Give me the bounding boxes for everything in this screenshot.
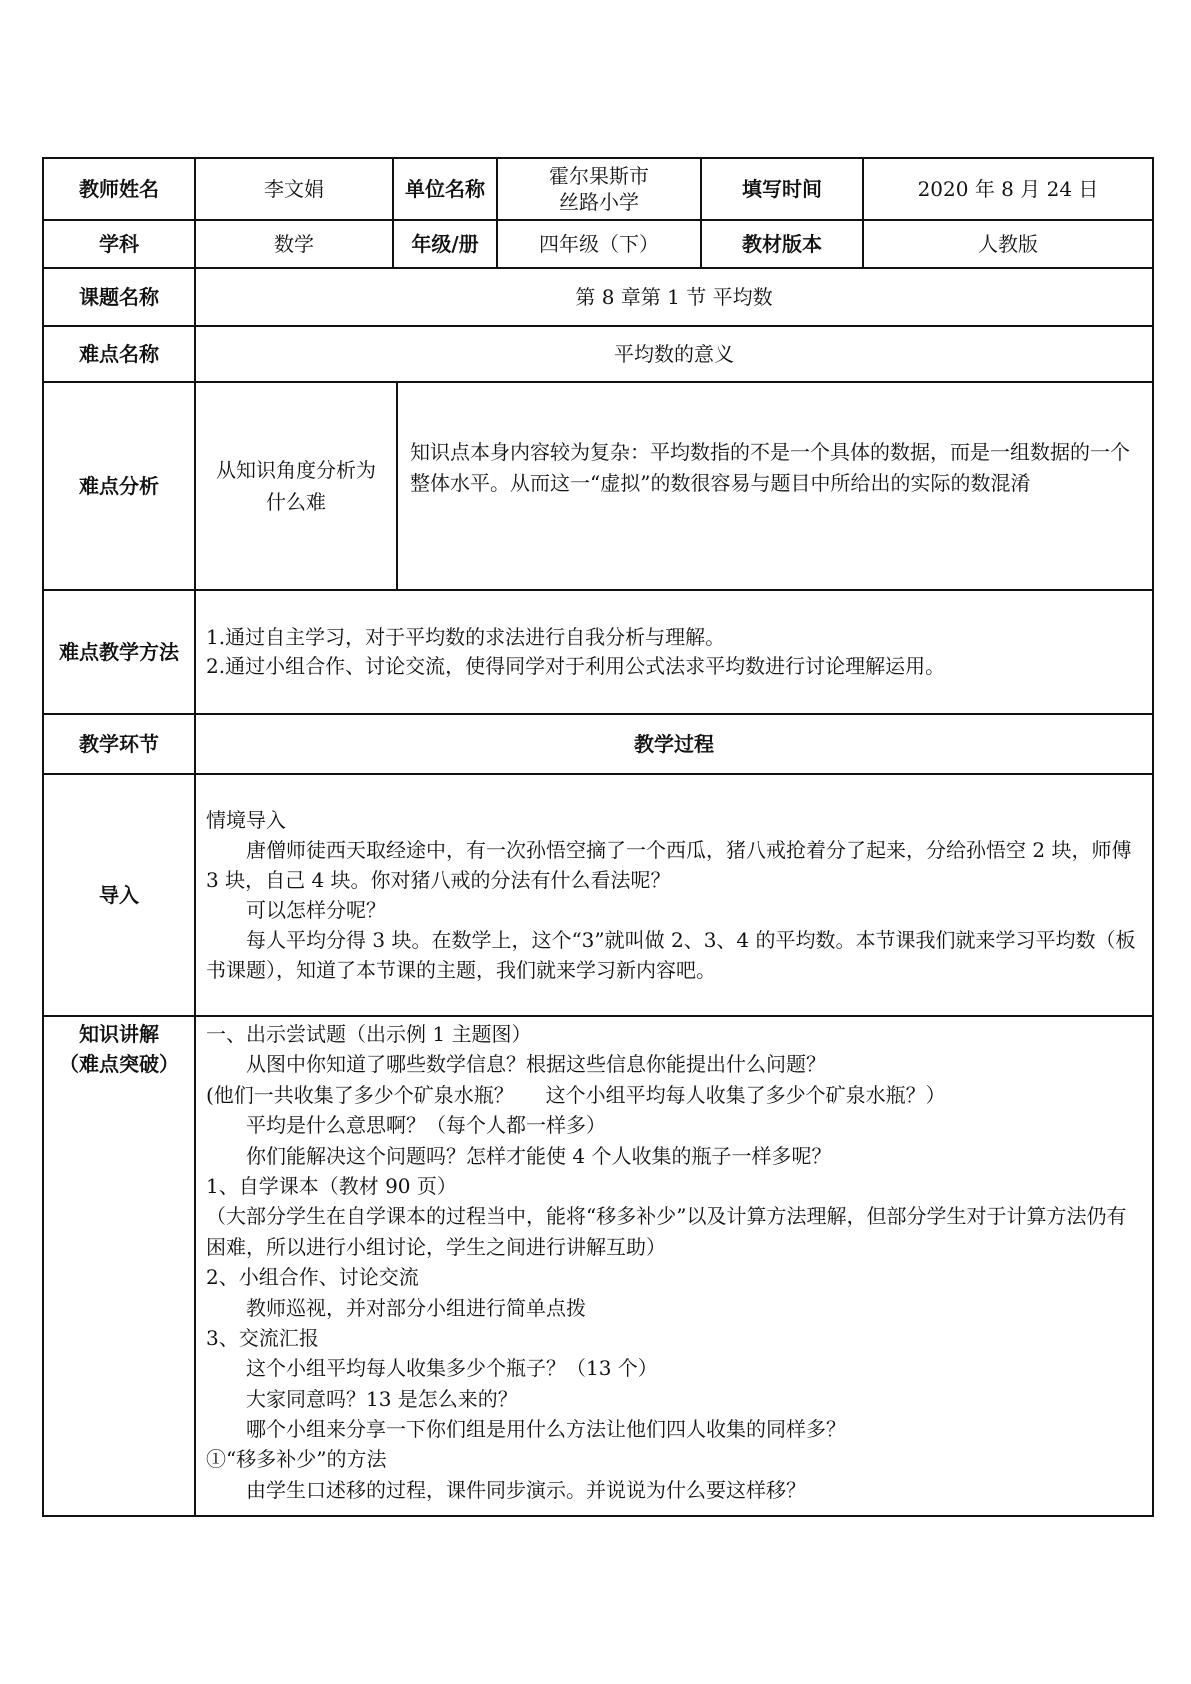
fill-date-label: 填写时间 <box>700 157 864 221</box>
teacher-name-value: 李文娟 <box>194 157 394 221</box>
intro-paragraph-3: 每人平均分得 3 块。在数学上，这个“3”就叫做 2、3、4 的平均数。本节课我们就来学习平均数（板书课题），知道了本节课的主题，我们就来学习新内容吧。 <box>206 928 1136 982</box>
subject-label: 学科 <box>42 219 196 269</box>
analysis-sub-label <box>194 381 398 591</box>
knowledge-label <box>42 1015 196 1517</box>
knowledge-line: 由学生口述移的过程，课件同步演示。并说说为什么要这样移？ <box>246 1477 806 1502</box>
method-body <box>194 589 1154 715</box>
analysis-text: 知识点本身内容较为复杂：平均数指的不是一个具体的数据，而是一组数据的一个整体水平。从而这一“虚拟”的数很容易与题目中所给出的实际的数混淆 <box>410 440 1130 495</box>
teaching-stage-label: 教学环节 <box>42 713 196 775</box>
analysis-sub-label-text: 从知识角度分析为什么难 <box>216 458 376 514</box>
method-label: 难点教学方法 <box>42 589 196 715</box>
subject-value: 数学 <box>194 219 394 269</box>
knowledge-label-line2: （难点突破） <box>59 1052 179 1076</box>
knowledge-line: 你们能解决这个问题吗？怎样才能使 4 个人收集的瓶子一样多呢？ <box>246 1143 832 1168</box>
knowledge-line: （大部分学生在自学课本的过程当中，能将“移多补少”以及计算方法理解，但部分学生对于计算方法仍有困难，所以进行小组讨论，学生之间进行讲解互助） <box>206 1204 1127 1259</box>
teaching-process-label: 教学过程 <box>194 713 1154 775</box>
knowledge-line: ①“移多补少”的方法 <box>206 1447 387 1472</box>
knowledge-line: 大家同意吗？13 是怎么来的？ <box>246 1386 518 1411</box>
knowledge-line: 从图中你知道了哪些数学信息？根据这些信息你能提出什么问题？ <box>246 1052 826 1077</box>
knowledge-line: 教师巡视，并对部分小组进行简单点拨 <box>246 1295 586 1320</box>
knowledge-line: 1、自学课本（教材 90 页） <box>206 1173 457 1198</box>
grade-value: 四年级（下） <box>496 219 702 269</box>
teacher-name-label: 教师姓名 <box>42 157 196 221</box>
knowledge-label-line1: 知识讲解 <box>79 1022 159 1046</box>
difficulty-value: 平均数的意义 <box>194 325 1154 383</box>
knowledge-body <box>194 1015 1154 1517</box>
topic-value: 第 8 章第 1 节 平均数 <box>194 267 1154 327</box>
textbook-edition-value: 人教版 <box>862 219 1154 269</box>
knowledge-line: 哪个小组来分享一下你们组是用什么方法让他们四人收集的同样多？ <box>246 1417 846 1442</box>
fill-date-value: 2020 年 8 月 24 日 <box>862 157 1154 221</box>
textbook-edition-label: 教材版本 <box>700 219 864 269</box>
knowledge-line: 这个小组平均每人收集多少个瓶子？（13 个） <box>246 1356 658 1381</box>
method-line-2: 2.通过小组合作、讨论交流，使得同学对于利用公式法求平均数进行讨论理解运用。 <box>206 654 946 678</box>
analysis-text-cell <box>396 381 1154 591</box>
unit-name-line1: 霍尔果斯市 <box>549 164 649 188</box>
unit-name-line2: 丝路小学 <box>559 190 639 214</box>
knowledge-line: 2、小组合作、讨论交流 <box>206 1265 419 1290</box>
intro-paragraph-1: 唐僧师徒西天取经途中，有一次孙悟空摘了一个西瓜，猪八戒抢着分了起来，分给孙悟空 2 块，师傅 3 块，自己 4 块。你对猪八戒的分法有什么看法呢？ <box>206 838 1138 892</box>
difficulty-label: 难点名称 <box>42 325 196 383</box>
knowledge-line: 一、出示尝试题（出示例 1 主题图） <box>206 1022 532 1046</box>
intro-paragraph-2: 可以怎样分呢？ <box>246 898 386 922</box>
unit-name-value <box>496 157 702 221</box>
intro-body <box>194 773 1154 1017</box>
knowledge-line: 3、交流汇报 <box>206 1325 319 1350</box>
unit-name-label: 单位名称 <box>392 157 498 221</box>
topic-label: 课题名称 <box>42 267 196 327</box>
intro-label: 导入 <box>42 773 196 1017</box>
grade-label: 年级/册 <box>392 219 498 269</box>
intro-title: 情境导入 <box>206 808 286 832</box>
method-line-1: 1.通过自主学习，对于平均数的求法进行自我分析与理解。 <box>206 625 726 649</box>
knowledge-line: (他们一共收集了多少个矿泉水瓶？ 这个小组平均每人收集了多少个矿泉水瓶？） <box>206 1082 946 1107</box>
knowledge-line: 平均是什么意思啊？（每个人都一样多） <box>246 1113 606 1138</box>
analysis-label: 难点分析 <box>42 381 196 591</box>
